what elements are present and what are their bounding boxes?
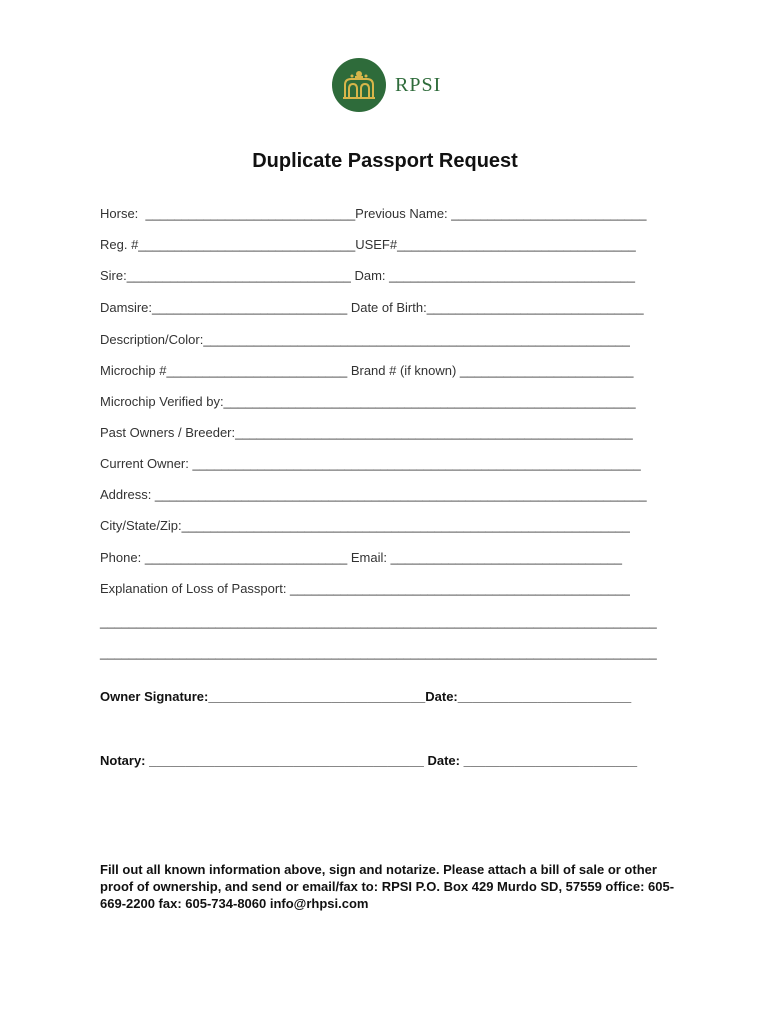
arch-crown-emblem-icon [332,58,386,112]
sire-dam-field[interactable]: Sire:_______________________________ Dam: __________________________________ [100,268,635,283]
current-owner-field[interactable]: Current Owner: ______________________________________________________________ [100,456,641,471]
address-field[interactable]: Address: ____________________________________________________________________ [100,487,647,502]
horse-previous-name-field[interactable]: Horse: _____________________________Previous Name: ___________________________ [100,206,647,221]
notary-field[interactable]: Notary: ______________________________________ Date: ________________________ [100,753,638,768]
loss-explanation-line-3[interactable]: _____________________________________________________________________________ [100,645,657,660]
microchip-verified-field[interactable]: Microchip Verified by:_________________________________________________________ [100,394,636,409]
reg-usef-field[interactable]: Reg. #______________________________USEF#_________________________________ [100,237,636,252]
phone-email-field[interactable]: Phone: ____________________________ Email: ________________________________ [100,550,622,565]
loss-explanation-field[interactable]: Explanation of Loss of Passport: _______________________________________________ [100,581,630,596]
description-color-field[interactable]: Description/Color:___________________________________________________________ [100,332,630,347]
instructions-footer: Fill out all known information above, sign and notarize. Please attach a bill of sale or other proof of ownership, and send or email/fax to: RPSI P.O. Box 429 Murdo SD, 57559 office: 605-669-2200 fax: 605-734-8060 info@rhpsi.com [100,862,675,911]
loss-explanation-line-2[interactable]: _____________________________________________________________________________ [100,614,657,629]
rpsi-logo [332,58,441,112]
city-state-zip-field[interactable]: City/State/Zip:______________________________________________________________ [100,518,630,533]
microchip-brand-field[interactable]: Microchip #_________________________ Brand # (if known) ________________________ [100,363,634,378]
page-title: Duplicate Passport Request [252,150,518,172]
owner-signature-field[interactable]: Owner Signature:______________________________Date:________________________ [100,689,632,704]
logo-text: RPSI [395,73,442,96]
past-owners-field[interactable]: Past Owners / Breeder:_______________________________________________________ [100,425,633,440]
damsire-dob-field[interactable]: Damsire:___________________________ Date of Birth:______________________________ [100,300,644,315]
